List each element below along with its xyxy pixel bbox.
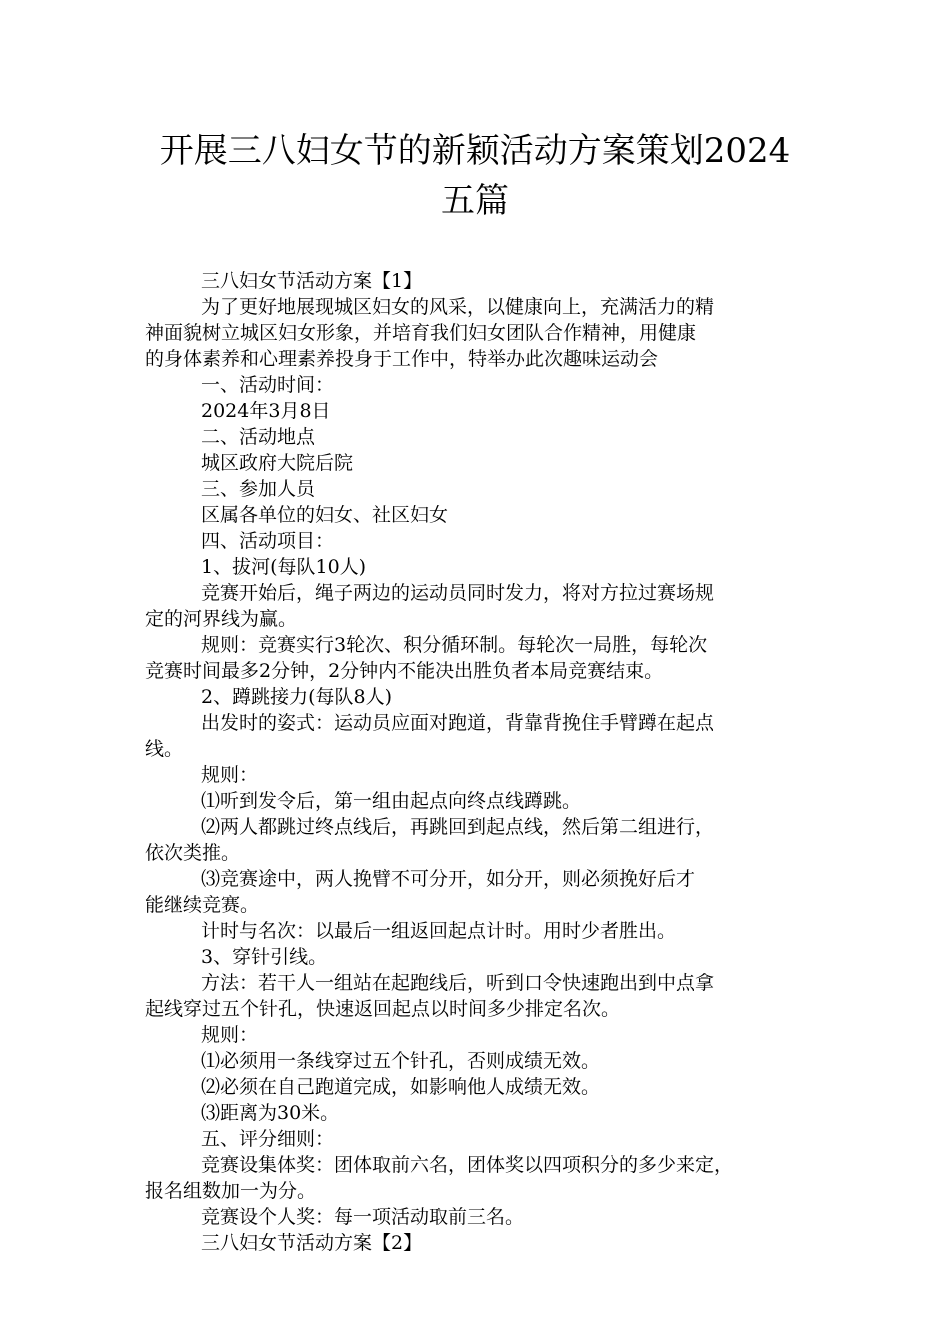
body-line: 依次类推。 [145, 842, 241, 864]
body-line: 竞赛时间最多2分钟，2分钟内不能决出胜负者本局竞赛结束。 [145, 660, 664, 682]
body-line: ⑶竞赛途中，两人挽臂不可分开，如分开，则必须挽好后才 [201, 868, 696, 890]
body-line: 方法：若干人一组站在起跑线后，听到口令快速跑出到中点拿 [201, 972, 715, 994]
body-line: 神面貌树立城区妇女形象，并培育我们妇女团队合作精神，用健康 [145, 322, 697, 344]
body-line: 一、活动时间： [201, 374, 335, 396]
body-line: 2、蹲跳接力(每队8人) [201, 686, 393, 708]
body-line: 出发时的姿式：运动员应面对跑道，背靠背挽住手臂蹲在起点 [201, 712, 715, 734]
body-line: 能继续竞赛。 [145, 894, 260, 916]
body-line: 规则： [201, 1024, 259, 1046]
body-line: 2024年3月8日 [201, 400, 331, 422]
body-line: 城区政府大院后院 [201, 452, 354, 474]
body-line: 区属各单位的妇女、社区妇女 [201, 504, 449, 526]
body-line: ⑶距离为30米。 [201, 1102, 340, 1124]
body-line: 线。 [145, 738, 184, 760]
body-line: 定的河界线为赢。 [145, 608, 298, 630]
body-line: 三八妇女节活动方案【2】 [201, 1232, 423, 1254]
body-line: 规则：竞赛实行3轮次、积分循环制。每轮次一局胜，每轮次 [201, 634, 708, 656]
title-line-1: 开展三八妇女节的新颖活动方案策划2024 [159, 131, 791, 171]
body-line: 五、评分细则： [201, 1128, 335, 1150]
body-line: ⑵必须在自己跑道完成，如影响他人成绩无效。 [201, 1076, 601, 1098]
body-line: 报名组数加一为分。 [145, 1180, 317, 1202]
body-line: 三八妇女节活动方案【1】 [201, 270, 423, 292]
body-line: 三、参加人员 [201, 478, 316, 500]
body-line: 1、拔河(每队10人) [201, 556, 367, 578]
body-line: 竞赛开始后，绳子两边的运动员同时发力，将对方拉过赛场规 [201, 582, 715, 604]
body-line: 二、活动地点 [201, 426, 316, 448]
body-line: 规则： [201, 764, 259, 786]
body-line: 为了更好地展现城区妇女的风采，以健康向上，充满活力的精 [201, 296, 715, 318]
body-line: ⑵两人都跳过终点线后，再跳回到起点线，然后第二组进行， [201, 816, 715, 838]
body-line: 四、活动项目： [201, 530, 335, 552]
body-line: 的身体素养和心理素养投身于工作中，特举办此次趣味运动会 [145, 348, 659, 370]
body-line: ⑴必须用一条线穿过五个针孔，否则成绩无效。 [201, 1050, 601, 1072]
body-line: 3、穿针引线。 [201, 946, 328, 968]
body-line: 竞赛设集体奖：团体取前六名，团体奖以四项积分的多少来定， [201, 1154, 734, 1176]
body-line: 竞赛设个人奖：每一项活动取前三名。 [201, 1206, 525, 1228]
body-line: 计时与名次：以最后一组返回起点计时。用时少者胜出。 [201, 920, 677, 942]
document-title [100, 126, 850, 226]
title-line-2: 五篇 [441, 181, 509, 221]
body-line: ⑴听到发令后，第一组由起点向终点线蹲跳。 [201, 790, 582, 812]
body-line: 起线穿过五个针孔，快速返回起点以时间多少排定名次。 [145, 998, 621, 1020]
document-body [145, 268, 815, 1256]
